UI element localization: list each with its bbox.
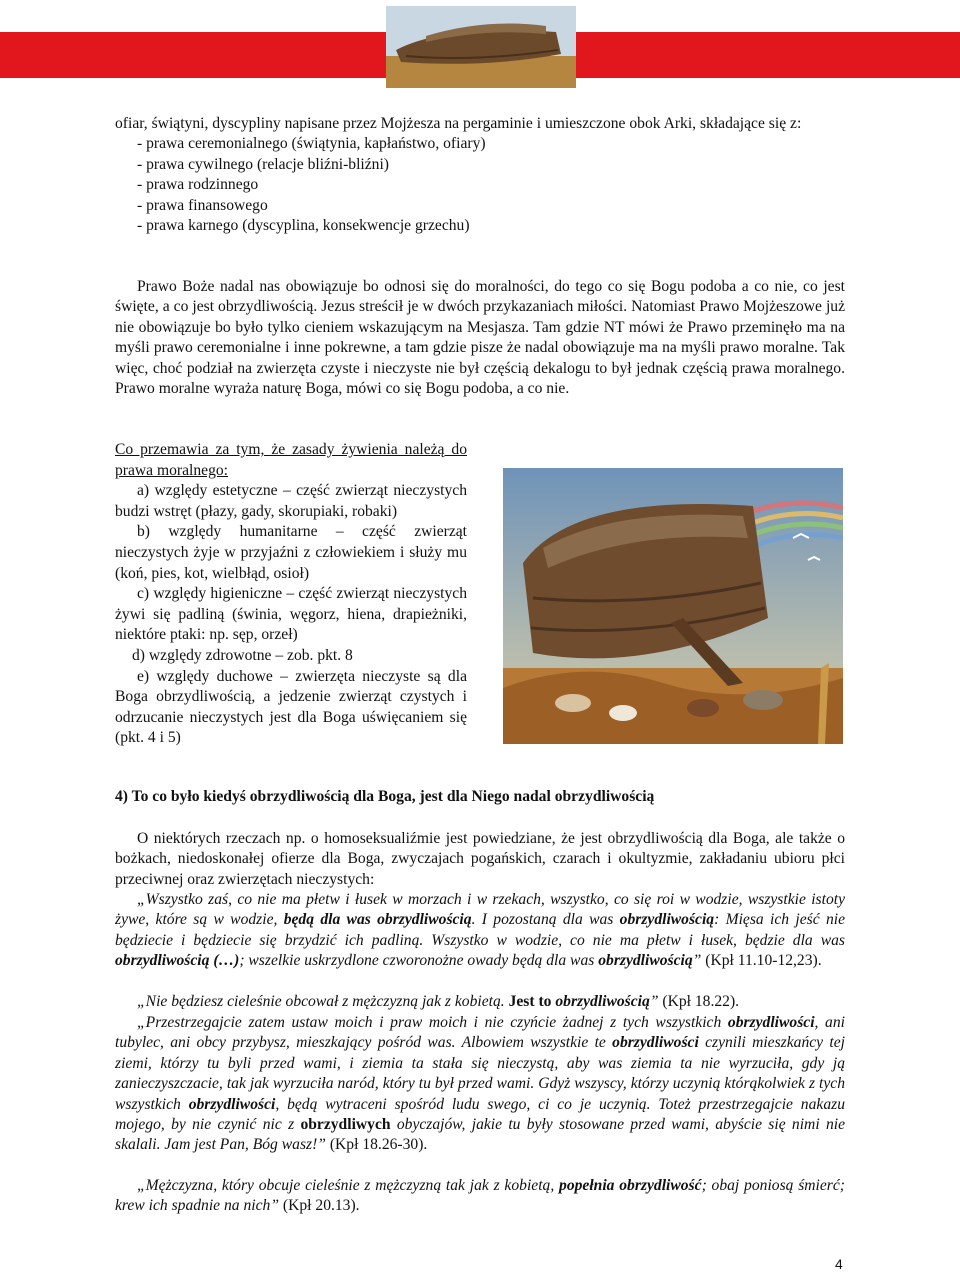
quote-text: , ani tubylec, ani obcy przybysz, mieszkający pośród was. Albowiem wszystkie te [115,1014,845,1052]
quote-emphasis: obrzydliwością [619,911,715,929]
list-item: - prawa ceremonialnego (świątynia, kapłaństwo, ofiary) [137,135,486,153]
food-rules-heading: Co przemawia za tym, że zasady żywienia należą do prawa moralnego: [115,441,467,479]
quote-text: „Mężczyzna, który obcuje cieleśnie z mężczyzną tak jak z kobietą, [137,1177,560,1194]
quote-text: „Przestrzegajcie zatem ustaw moich i praw moich i nie czyńcie żadnej z tych wszystkich [137,1014,728,1031]
intro-paragraph: ofiar, świątyni, dyscypliny napisane przez Mojżesza na pergaminie i umieszczone obok Arki, składające się z: [115,115,802,132]
section-4-heading: 4) To co było kiedyś obrzydliwością dla Boga, jest dla Niego nadal obrzydliwością [115,788,655,805]
list-item: - prawa finansowego [137,196,268,214]
quote-kpl-18-26 [115,1013,845,1156]
quote-text: ” [649,993,659,1010]
law-paragraph: Prawo Boże nadal nas obowiązuje bo odnosi się do moralności, do tego co się Bogu podoba a co nie, co jest święte, a co jest obrzydliwością. Jezus streścił je w dwóch przykazaniach miłości. Natomiast Prawo Mojżeszowe już nie obowiązuje bo było tylko cieniem wskazującym na Mesjasza. Tam gdzie NT mówi że Prawo przeminęło ma na myśli prawo ceremonialne i inne pokrewne, a tam gdzie pisze że nadal obowiązuje ma na myśli prawo moralne. Tak więc, choć podział na zwierzęta czyste i nieczyste nie był częścią dekalogu to był jednak częścią prawa moralnego. Prawo moralne wyraża naturę Boga, mówi co się Bogu podoba, a co nie. [115,278,845,398]
quote-kpl-11 [115,890,845,972]
header-ark-image [386,6,576,88]
quote-emphasis: obrzydliwych [300,1116,391,1134]
food-rule-item: d) względy zdrowotne – zob. pkt. 8 [132,646,353,664]
quote-emphasis: popełnia obrzydliwość [559,1177,702,1194]
page-number: 4 [835,1256,843,1272]
quote-text: „Wszystko zaś, co nie ma płetw i łusek w morzach i w rzekach, wszystko, co się roi w wodzie, wszystkie istoty żywe, które są w wodzie, [115,891,845,929]
food-rule-item: c) względy higieniczne – część zwierząt nieczystych żywi się padliną (świnia, węgorz, hiena, drapieżniki, niektóre ptaki: np. sęp, orzeł) [115,585,467,644]
quote-text: „Nie będziesz cieleśnie obcował z mężczyzną jak z kobietą. [137,993,509,1010]
ark-illustration [503,468,843,744]
quote-text: ” [692,952,702,970]
quote-text: obyczajów, jakie tu były stosowane przed wami, abyście się nimi nie skalali. Jam jest Pan, Bóg wasz!” [115,1116,845,1154]
quote-text: : Mięsa ich jeść nie będziecie i będziecie się brzydzić ich padliną. Wszystko w wodzie, co nie ma płetw i łusek, będzie dla was [115,911,845,949]
quote-text: ; wszelkie uskrzydlone czworonożne owady będą dla was [239,952,599,970]
quote-text: czynili mieszkańcy tej ziemi, którzy tu byli przed wami, i ziemia ta stała się nieczystą, aby was ziemia ta nie wyrzuciła, gdy ją zanieczyszczacie, tak jak wyrzuciła naród, który tu był przed wami. Gdyż wszyscy, którzy uczynią którąkolwiek z tych wszystkich [115,1034,845,1113]
food-rule-item: b) względy humanitarne – część zwierząt nieczystych żyje w przyjaźni z człowiekiem i służy mu (koń, pies, kot, wielbłąd, osioł) [115,523,467,582]
list-item: - prawa karnego (dyscyplina, konsekwencje grzechu) [137,217,470,235]
intro-block [115,114,845,236]
quote-reference: (Kpł 11.10-12,23). [701,952,822,970]
food-rules-column [115,440,467,749]
quote-text: . I pozostaną dla was [471,911,620,929]
quote-emphasis: obrzydliwością [555,993,650,1010]
quote-text: , będą wytraceni spośród ludu swego, ci co je uczynią. Toteż przestrzegajcie nakazu mojego, by nie czynić nic z [115,1095,845,1134]
quote-emphasis: obrzydliwości [612,1034,699,1052]
quote-emphasis: obrzydliwości [188,1095,276,1113]
food-rule-item: e) względy duchowe – zwierzęta nieczyste są dla Boga obrzydliwością, a jedzenie zwierząt czystych i odrzucanie nieczystych jest dla Boga uświęcaniem się (pkt. 4 i 5) [115,667,467,747]
food-rule-item: a) względy estetyczne – część zwierząt nieczystych budzi wstręt (płazy, gady, skorupiaki, robaki) [115,482,467,520]
section-4-intro: O niektórych rzeczach np. o homoseksualiźmie jest powiedziane, że jest obrzydliwością dla Boga, ale także o bożkach, niedoskonałej ofierze dla Boga, zwyczajach pogańskich, czarach i okultyzmie, zakładaniu ubioru płci przeciwnej oraz zwierzętach nieczystych: [115,830,845,888]
quote-reference: (Kpł 18.26-30). [325,1136,428,1154]
quote-kpl-18-22 [115,992,845,1012]
list-item: - prawa rodzinnego [137,176,259,194]
quote-text: ; obaj poniosą śmierć; krew ich spadnie na nich” [115,1177,845,1215]
quote-emphasis: Jest to [508,993,556,1010]
quote-emphasis: obrzydliwości [727,1014,815,1031]
law-list [137,134,845,236]
quote-emphasis: obrzydliwością (…) [115,952,240,970]
list-item: - prawa cywilnego (relacje bliźni-bliźni) [137,155,389,173]
quote-reference: (Kpł 20.13). [279,1197,360,1215]
quote-kpl-20-13 [115,1176,845,1217]
quote-emphasis: obrzydliwością [598,952,693,970]
quote-emphasis: będą dla was obrzydliwością [283,911,472,929]
quote-reference: (Kpł 18.22). [658,993,740,1010]
